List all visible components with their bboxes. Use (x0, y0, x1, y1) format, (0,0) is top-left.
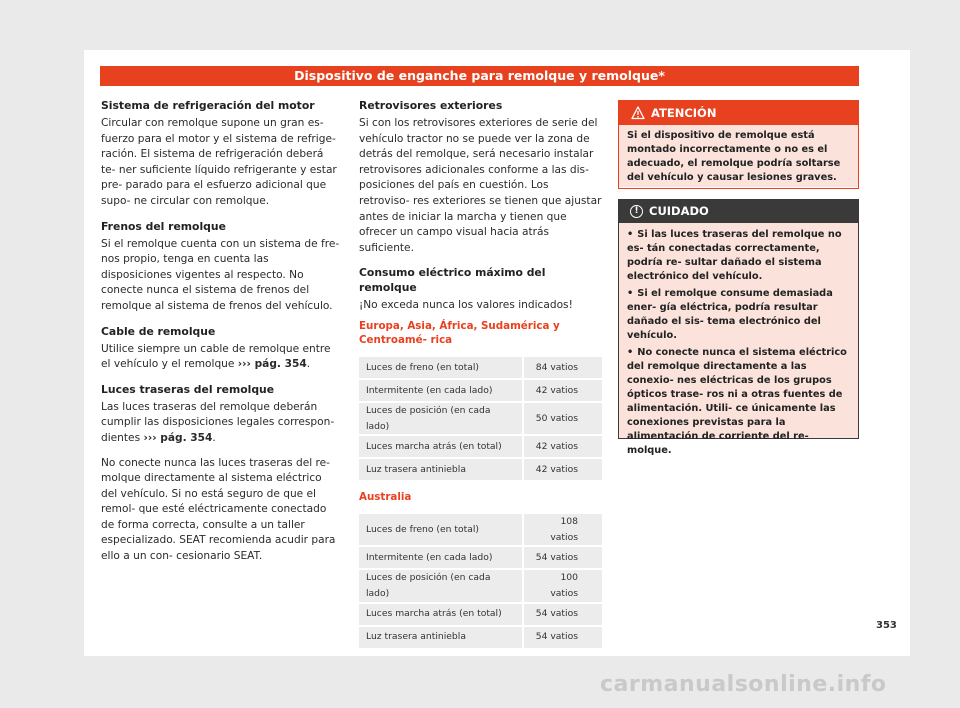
warning-text: Si el dispositivo de remolque está montado incorrectamente o no es el adecuado, el remolque podría soltarse del vehículo y causar lesiones graves. (619, 125, 858, 187)
table-cell-label: Luces de posición (en cada lado) (359, 570, 522, 601)
table-cell-label: Intermitente (en cada lado) (359, 380, 522, 401)
caution-list (619, 223, 858, 456)
caution-item-text: Si el remolque consume demasiada ener- gía eléctrica, podría resultar dañado el sis- tema electrónico del vehículo. (627, 288, 833, 341)
info-circle-icon: ! (630, 205, 643, 218)
table-row (359, 547, 602, 568)
table-cell-label: Luces de posición (en cada lado) (359, 403, 522, 434)
section-text-tail-lights-note: No conecte nunca las luces traseras del re- molque directamente al sistema eléctrico del vehículo. Si no está seguro de que el remol- que esté eléctricamente conectado de forma correcta, consulte a un taller especializado. SEAT recomienda acudir para ello a un con- cesionario SEAT. (101, 456, 336, 563)
table-cell-value: 54 vatios (522, 604, 602, 625)
section-text-trailer-brakes: Si el remolque cuenta con un sistema de fre- nos propio, tenga en cuenta las disposiciones vigentes al respecto. No conecte nunca el sistema de frenos del remolque al sistema de frenos del vehículo. (101, 237, 340, 312)
tail-lights-text: Las luces traseras del remolque deberán cumplir las disposiciones legales correspon- dientes (101, 400, 335, 444)
page-reference-link[interactable]: ››› pág. 354 (237, 358, 307, 371)
table-row (359, 604, 602, 625)
table-cell-value: 42 vatios (522, 459, 602, 480)
watermark: carmanualsonline.info (600, 672, 887, 697)
table-row (359, 403, 602, 434)
table-row (359, 436, 602, 457)
table-cell-value: 108 vatios (522, 514, 602, 545)
warning-header (619, 101, 858, 125)
table-cell-label: Luces de freno (en total) (359, 357, 522, 378)
table-row (359, 459, 602, 480)
section-text-tail-lights: Las luces traseras del remolque deberán cumplir las disposiciones legales correspon- dientes ››› pág. 354. (101, 400, 335, 444)
table-cell-value: 84 vatios (522, 357, 602, 378)
caution-header (619, 200, 858, 223)
section-title-tail-lights: Luces traseras del remolque (101, 382, 275, 396)
table-cell-value: 100 vatios (522, 570, 602, 601)
table-cell-value: 54 vatios (522, 547, 602, 568)
section-title-trailer-cable: Cable de remolque (101, 324, 216, 338)
table-cell-value: 54 vatios (522, 627, 602, 648)
table-row (359, 380, 602, 401)
region-heading-australia: Australia (359, 491, 412, 504)
table-cell-label: Luz trasera antiniebla (359, 459, 522, 480)
caution-title: CUIDADO (649, 204, 709, 218)
section-title-mirrors: Retrovisores exteriores (359, 99, 503, 112)
section-title-cooling: Sistema de refrigeración del motor (101, 99, 315, 112)
table-row (359, 357, 602, 378)
column-left (101, 98, 341, 574)
list-item (627, 228, 850, 284)
section-text-power-consumption: ¡No exceda nunca los valores indicados! (359, 299, 573, 312)
table-cell-label: Luz trasera antiniebla (359, 627, 522, 648)
table-cell-label: Luces de freno (en total) (359, 514, 522, 545)
bullet-icon: • (627, 347, 634, 358)
power-table-australia (359, 512, 602, 649)
section-title-trailer-brakes: Frenos del remolque (101, 219, 226, 233)
page-banner-title: Dispositivo de enganche para remolque y remolque* (100, 66, 859, 86)
bullet-icon: • (627, 288, 634, 299)
section-text-cooling: Circular con remolque supone un gran es- fuerzo para el motor y el sistema de refrige- ración. El sistema de refrigeración deberá te- ner suficiente líquido refrigerante y estar pre- parado para el esfuerzo adicional que supo- ne circular con remolque. (101, 117, 337, 207)
table-row (359, 627, 602, 648)
table-cell-value: 42 vatios (522, 380, 602, 401)
list-item (627, 287, 850, 343)
warning-title: ATENCIÓN (651, 106, 717, 120)
caution-box (618, 199, 859, 456)
section-text-mirrors: Si con los retrovisores exteriores de serie del vehículo tractor no se puede ver la zona de detrás del remolque, será necesario instalar retrovisores adicionales conforme a las dis- posiciones del país en cuestión. Los retroviso- res exteriores se tienen que ajustar antes de iniciar la marcha y tienen que ofrecer un campo visual hacia atrás suficiente. (359, 117, 602, 254)
table-cell-label: Intermitente (en cada lado) (359, 547, 522, 568)
warning-triangle-icon (631, 106, 645, 120)
table-row (359, 570, 602, 601)
table-cell-value: 42 vatios (522, 436, 602, 457)
power-table-europe (359, 355, 602, 482)
list-item (627, 346, 850, 458)
table-cell-label: Luces marcha atrás (en total) (359, 436, 522, 457)
table-cell-label: Luces marcha atrás (en total) (359, 604, 522, 625)
page-reference-link[interactable]: ››› pág. 354 (143, 431, 213, 444)
caution-item-text: Si las luces traseras del remolque no es- tán conectadas correctamente, podría re- sultar dañado el sistema electrónico del vehículo. (627, 229, 842, 282)
section-title-power-consumption: Consumo eléctrico máximo del remolque (359, 266, 546, 295)
table-row (359, 514, 602, 545)
column-middle (359, 98, 602, 658)
page-number: 353 (876, 620, 897, 631)
section-text-trailer-cable: Utilice siempre un cable de remolque entre el vehículo y el remolque ››› pág. 354. (101, 342, 331, 371)
caution-item-text: No conecte nunca el sistema eléctrico del remolque directamente a las conexio- nes eléctricas de los grupos ópticos trase- ros ni a otras fuentes de alimentación. Utili- ce únicamente las conexiones previstas para la alimentación de corriente del re- molque. (627, 347, 847, 456)
table-cell-value: 50 vatios (522, 403, 602, 434)
cable-text: Utilice siempre un cable de remolque entre el vehículo y el remolque (101, 342, 331, 371)
bullet-icon: • (627, 229, 634, 240)
region-heading-europe: Europa, Asia, África, Sudamérica y Centroamé- rica (359, 319, 560, 346)
warning-box (618, 100, 859, 189)
